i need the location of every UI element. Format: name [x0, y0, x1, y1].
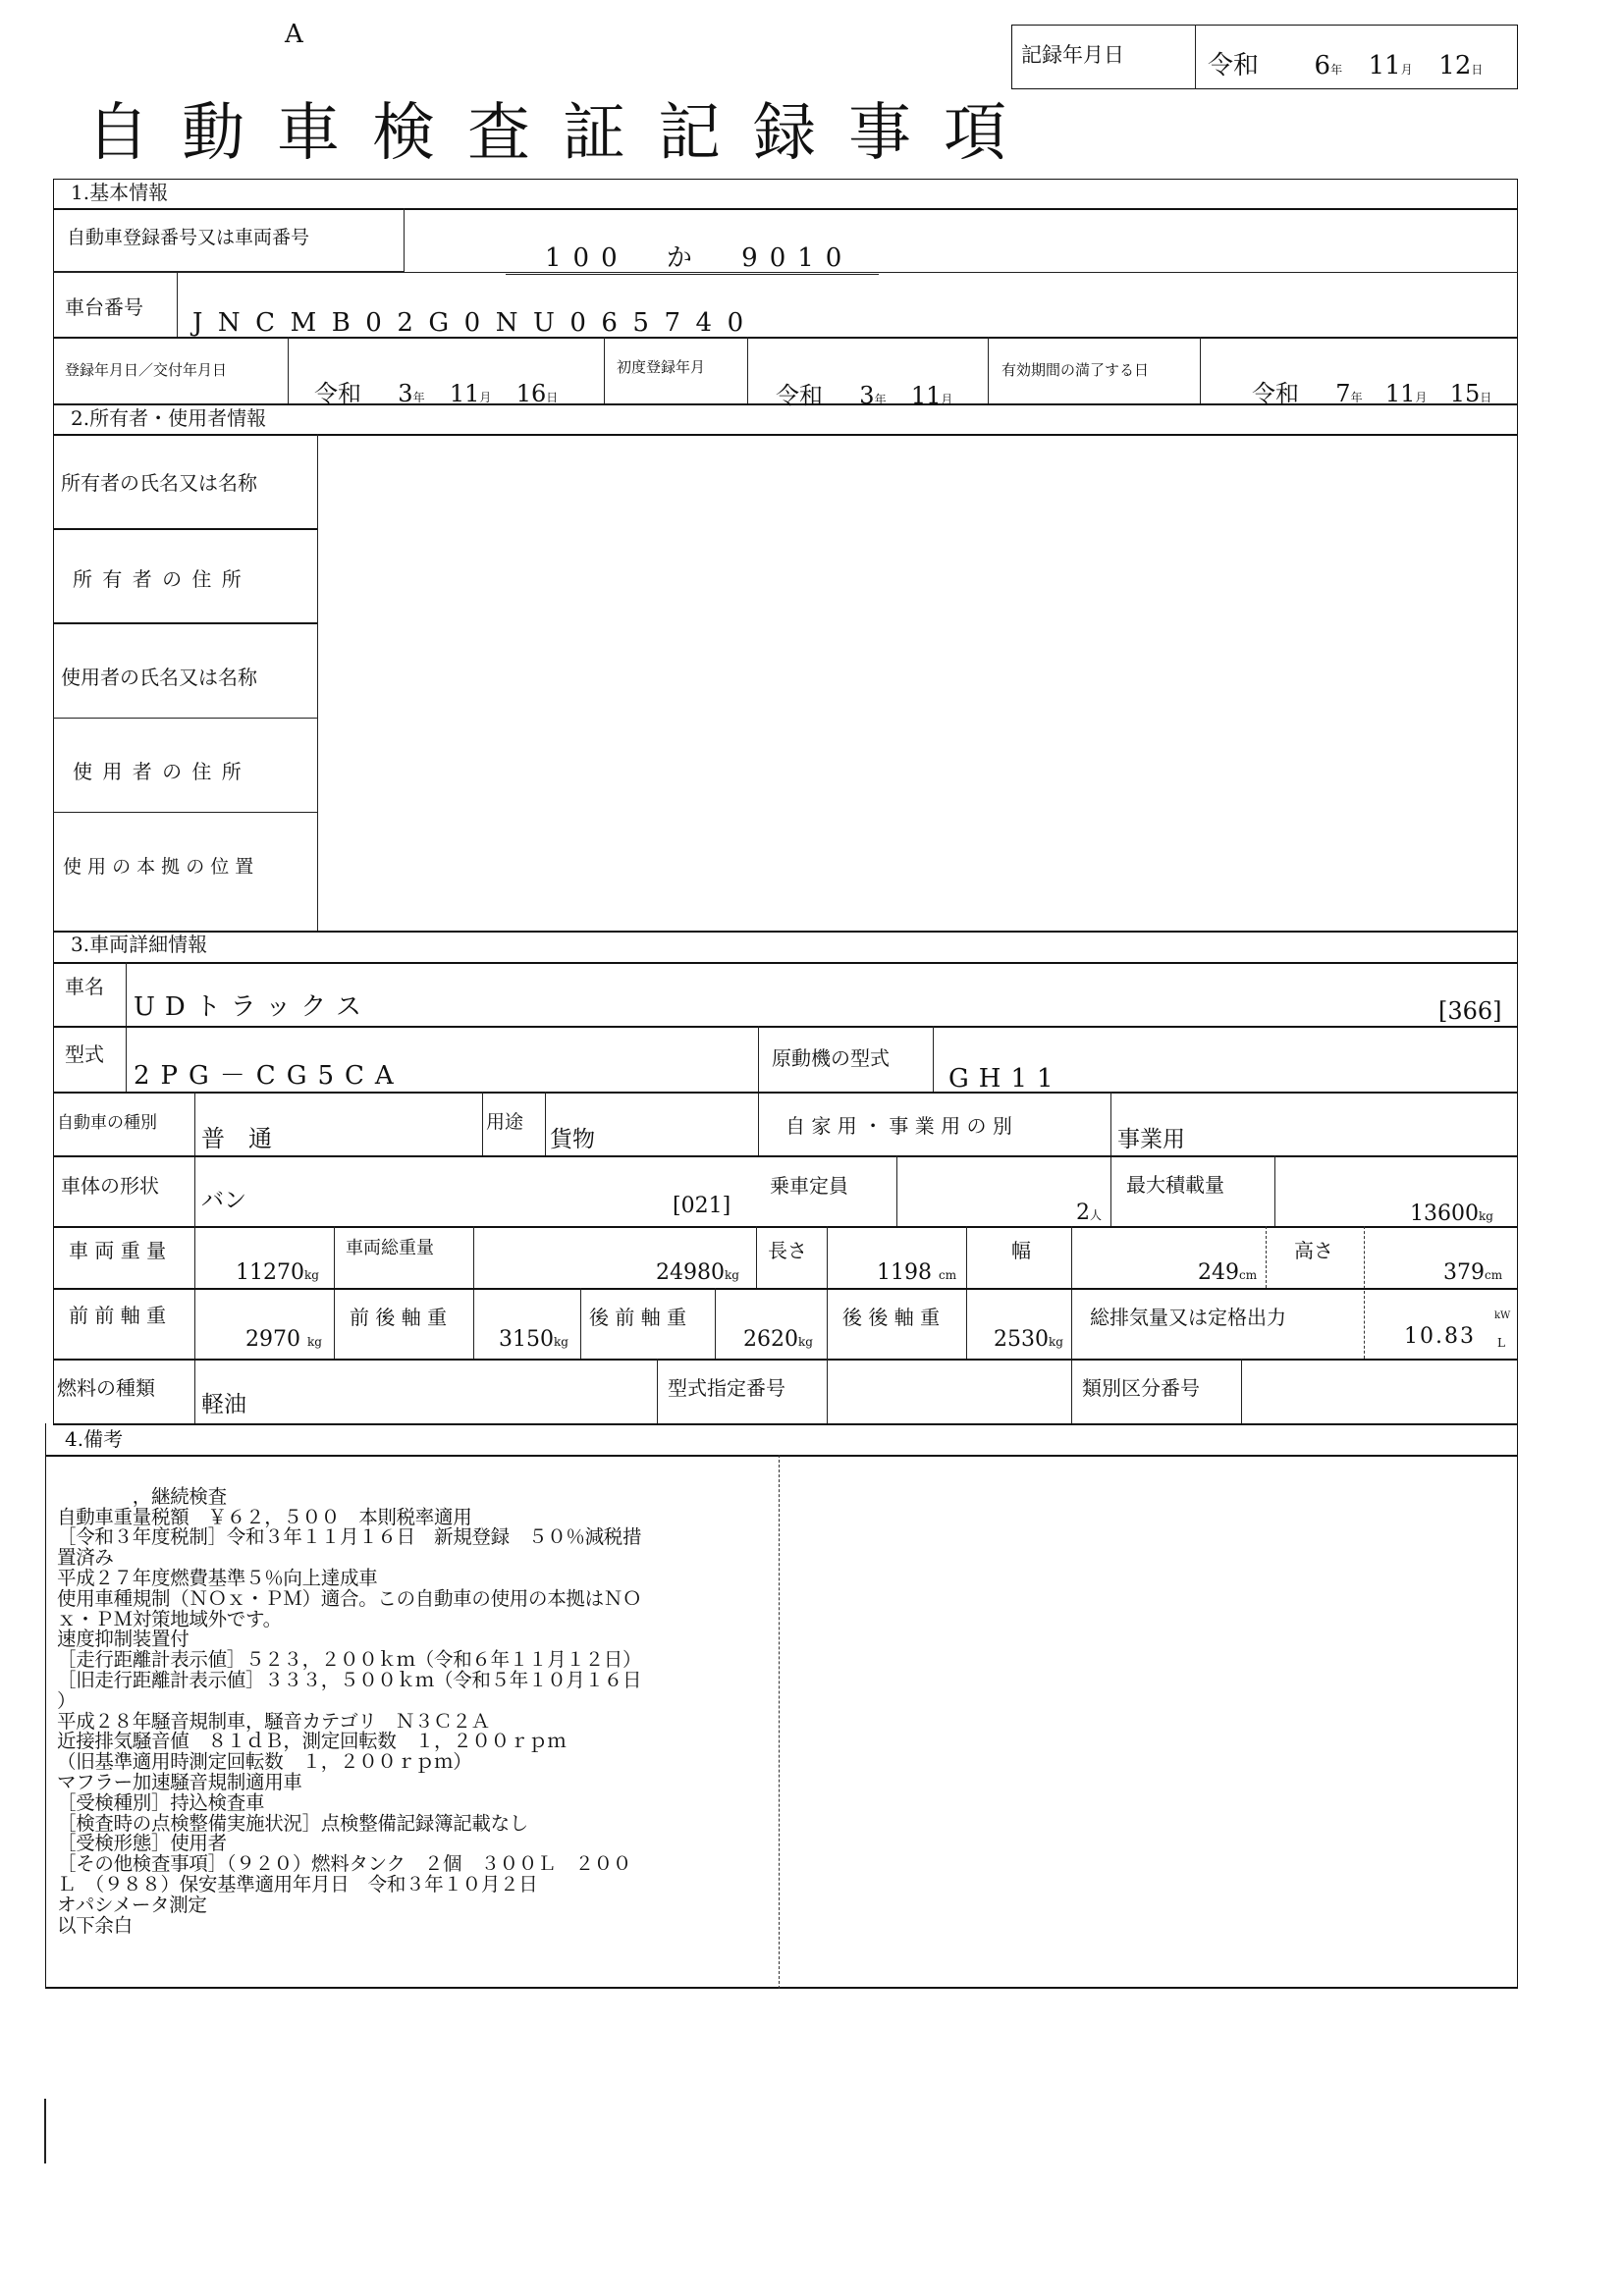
ff-axle-value	[245, 1327, 322, 1352]
divider	[1110, 1092, 1111, 1226]
reg-number-label: 自動車登録番号又は車両番号	[67, 227, 310, 248]
height-unit: cm	[1485, 1268, 1503, 1282]
divider	[334, 1226, 335, 1359]
remarks-line: ［その他検査事項］（９２０）燃料タンク ２個 ３００Ｌ ２００	[57, 1852, 632, 1876]
car-name-label: 車名	[65, 975, 104, 998]
capacity-value	[1076, 1201, 1102, 1225]
divider	[657, 1359, 658, 1423]
type-designation-label: 型式指定番号	[668, 1376, 785, 1400]
month: 11	[1368, 51, 1401, 80]
height-number: 379	[1443, 1260, 1485, 1285]
divider	[758, 1026, 759, 1155]
vehicle-weight-number: 11270	[236, 1260, 304, 1285]
divider	[194, 1226, 195, 1423]
day: 16	[515, 380, 547, 407]
length-number: 1198	[877, 1260, 932, 1285]
body-label: 車体の形状	[61, 1174, 159, 1198]
capacity-unit: 人	[1090, 1208, 1103, 1222]
divider	[747, 337, 748, 403]
remarks-line: ［受検種別］持込検査車	[57, 1790, 265, 1814]
section-4-header: 4.備考	[65, 1427, 124, 1451]
fuel-value: 軽油	[201, 1392, 246, 1417]
year-unit: 年	[1350, 391, 1363, 404]
divider	[1266, 1226, 1267, 1288]
reg-number-value: 100 か 9010	[545, 243, 854, 273]
use-label: 用途	[486, 1111, 524, 1133]
remarks-line: ，継続検査	[57, 1484, 227, 1508]
body-value: バン	[201, 1188, 246, 1213]
car-name-code: [366]	[1438, 997, 1502, 1025]
width-number: 249	[1198, 1260, 1239, 1285]
chassis-label: 車台番号	[65, 295, 143, 319]
vehicle-weight-value	[236, 1260, 319, 1285]
divider	[53, 812, 317, 813]
record-date-label: 記録年月日	[1021, 43, 1124, 67]
capacity-label: 乗車定員	[770, 1174, 848, 1198]
owner-name-label: 所有者の氏名又は名称	[61, 471, 257, 495]
gross-weight-number: 24980	[656, 1260, 725, 1285]
reg-date-label: 登録年月日／交付年月日	[65, 361, 228, 379]
title-char: 記	[658, 97, 721, 170]
divider	[756, 1226, 757, 1288]
day-unit: 日	[1471, 63, 1484, 77]
remarks-line: オパシメータ測定	[57, 1893, 207, 1916]
fr-axle-value	[499, 1327, 568, 1352]
divider	[933, 1026, 934, 1092]
remarks-line: 平成２７年度燃費基準５％向上達成車	[57, 1566, 378, 1589]
scan-mark	[44, 2099, 46, 2163]
remarks-line: ［旧走行距離計表示値］３３３，５００ｋｍ（令和５年１０月１６日	[57, 1668, 642, 1691]
remarks-line: ｘ・ＰＭ対策地域外です。	[57, 1607, 282, 1630]
section-2-header: 2.所有者・使用者情報	[71, 406, 267, 430]
kind-label: 自動車の種別	[57, 1113, 157, 1133]
month: 11	[1384, 380, 1416, 407]
remarks-line: 自動車重量税額 ￥６２，５００ 本則税率適用	[57, 1505, 472, 1528]
first-reg-label: 初度登録年月	[617, 358, 706, 376]
year-unit: 年	[412, 391, 425, 404]
title-char: 動	[182, 97, 244, 170]
rf-axle-number: 2620	[743, 1327, 798, 1352]
title-char: 録	[753, 97, 816, 170]
divider	[53, 272, 1518, 273]
era: 令和	[314, 380, 361, 407]
rr-axle-label: 後 後 軸 重	[842, 1306, 941, 1329]
max-load-value	[1410, 1201, 1493, 1226]
rr-axle-number: 2530	[994, 1327, 1049, 1352]
displacement-value: 10.83	[1404, 1324, 1476, 1349]
remarks-line: 速度抑制装置付	[57, 1628, 189, 1651]
model-value: 2PG－CG5CA	[134, 1061, 405, 1091]
month-unit: 月	[1415, 391, 1428, 404]
ff-axle-number: 2970	[245, 1327, 300, 1352]
fr-axle-unit: kg	[554, 1335, 568, 1349]
divider	[545, 1092, 546, 1155]
divider	[896, 1155, 897, 1226]
document-mark: A	[285, 20, 303, 49]
divider	[1195, 25, 1196, 89]
height-value	[1443, 1260, 1502, 1285]
kind-value: 普 通	[201, 1125, 272, 1152]
divider	[988, 337, 989, 403]
remarks-line: ）	[57, 1688, 77, 1712]
year-unit: 年	[874, 393, 887, 406]
chassis-value: JNCMB02G0NU065740	[192, 308, 759, 338]
length-value	[877, 1260, 956, 1285]
remarks-line: 置済み	[57, 1546, 114, 1570]
width-unit: cm	[1239, 1268, 1258, 1282]
title-char: 車	[277, 97, 340, 170]
rf-axle-unit: kg	[798, 1335, 813, 1349]
remarks-line: ［令和３年度税制］令和３年１１月１６日 新規登録 ５０％減税措	[57, 1525, 642, 1549]
length-label: 長さ	[768, 1239, 807, 1262]
remarks-line: ［検査時の点検整備実施状況］点検整備記録簿記載なし	[57, 1811, 529, 1835]
user-address-label: 使 用 者 の 住 所	[73, 760, 243, 783]
remarks-line: ［走行距離計表示値］５２３，２００ｋｍ（令和６年１１月１２日）	[57, 1648, 642, 1672]
month-unit: 月	[941, 393, 953, 406]
divider	[53, 1092, 1518, 1094]
fuel-label: 燃料の種類	[57, 1376, 155, 1400]
divider	[288, 337, 289, 403]
record-date-value	[1208, 45, 1483, 81]
section-1-header: 1.基本情報	[71, 181, 169, 204]
divider	[1071, 1226, 1072, 1423]
month-unit: 月	[1400, 63, 1413, 77]
remarks-line: マフラー加速騒音規制適用車	[57, 1770, 302, 1793]
era: 令和	[1208, 51, 1260, 80]
remarks-text	[57, 1467, 774, 1956]
divider	[45, 1455, 1518, 1457]
divider	[580, 1288, 581, 1359]
gross-weight-label: 車両総重量	[346, 1238, 434, 1258]
remarks-line: 使用車種規制（ＮＯｘ・ＰＭ）適合。この自動車の使用の本拠はＮＯ	[57, 1586, 642, 1610]
ff-axle-label: 前 前 軸 重	[69, 1304, 167, 1327]
rr-axle-unit: kg	[1049, 1335, 1063, 1349]
remarks-line: 以下余白	[57, 1913, 133, 1937]
fr-axle-number: 3150	[499, 1327, 554, 1352]
rf-axle-label: 後 前 軸 重	[589, 1306, 687, 1329]
day: 15	[1449, 380, 1481, 407]
divider	[1241, 1359, 1242, 1423]
remarks-line: Ｌ （９８８）保安基準適用年月日 令和３年１０月２日	[57, 1872, 538, 1896]
divider	[53, 718, 317, 719]
month: 11	[910, 382, 942, 409]
divider	[53, 337, 1518, 339]
title-char: 証	[563, 97, 625, 170]
ff-axle-unit: kg	[307, 1335, 322, 1349]
year: 6	[1314, 51, 1331, 80]
divider	[473, 1226, 474, 1359]
width-value	[1198, 1260, 1257, 1285]
main-table-frame	[53, 179, 1518, 1423]
title-char: 検	[372, 97, 435, 170]
private-business-value: 事業用	[1117, 1127, 1185, 1152]
divider	[482, 1092, 483, 1155]
divider	[53, 403, 1518, 405]
year-unit: 年	[1330, 63, 1343, 77]
car-name-value: UDトラックス	[134, 992, 371, 1022]
divider	[827, 1226, 828, 1359]
remarks-column-divider	[779, 1455, 780, 1989]
rr-axle-value	[994, 1327, 1063, 1352]
expiry-label: 有効期間の満了する日	[1001, 361, 1150, 379]
max-load-unit: kg	[1479, 1209, 1493, 1223]
gross-weight-value	[656, 1260, 739, 1285]
width-label: 幅	[1011, 1239, 1031, 1262]
displacement-unit-kw: kW	[1494, 1310, 1511, 1321]
divider	[53, 622, 317, 624]
divider	[1364, 1226, 1365, 1359]
era: 令和	[776, 382, 823, 409]
remarks-line: ［受検形態］使用者	[57, 1832, 227, 1855]
divider	[53, 962, 1518, 964]
title-char: 査	[467, 97, 530, 170]
divider	[177, 272, 178, 337]
year: 3	[859, 382, 875, 409]
divider	[966, 1226, 967, 1359]
divider	[53, 931, 1518, 933]
divider	[53, 528, 317, 530]
vehicle-weight-unit: kg	[304, 1268, 319, 1282]
engine-value: GH11	[948, 1064, 1063, 1094]
remarks-line: （旧基準適用時測定回転数 １，２００ｒｐｍ）	[57, 1750, 472, 1774]
model-label: 型式	[65, 1042, 104, 1066]
month-unit: 月	[479, 391, 492, 404]
divider	[715, 1288, 716, 1359]
divider	[53, 1288, 1518, 1290]
title-char: 自	[86, 97, 149, 170]
length-unit: cm	[939, 1268, 957, 1282]
day-unit: 日	[1480, 391, 1492, 404]
vehicle-weight-label: 車 両 重 量	[69, 1239, 167, 1262]
divider	[53, 1155, 1518, 1157]
max-load-label: 最大積載量	[1126, 1173, 1224, 1197]
fr-axle-label: 前 後 軸 重	[350, 1306, 448, 1329]
category-label: 類別区分番号	[1082, 1376, 1200, 1400]
displacement-label: 総排気量又は定格出力	[1090, 1306, 1286, 1329]
divider	[1200, 337, 1201, 403]
height-label: 高さ	[1294, 1239, 1333, 1262]
divider	[194, 1092, 195, 1226]
divider	[53, 1226, 1518, 1228]
day-unit: 日	[546, 391, 559, 404]
divider	[53, 1026, 1518, 1028]
displacement-unit-l: L	[1497, 1336, 1505, 1350]
divider	[317, 434, 318, 931]
divider	[604, 337, 605, 403]
month: 11	[449, 380, 480, 407]
remarks-line: 平成２８年騒音規制車，騒音カテゴリ Ｎ３Ｃ２Ａ	[57, 1709, 490, 1733]
engine-label: 原動機の型式	[772, 1046, 890, 1070]
year: 3	[398, 380, 413, 407]
owner-address-label: 所 有 者 の 住 所	[73, 567, 243, 591]
title-char: 項	[944, 97, 1006, 170]
reg-number-underline	[506, 274, 879, 275]
section-3-header: 3.車両詳細情報	[71, 933, 208, 956]
user-name-label: 使用者の氏名又は名称	[61, 666, 257, 689]
year: 7	[1335, 380, 1351, 407]
day: 12	[1438, 51, 1472, 80]
gross-weight-unit: kg	[725, 1268, 739, 1282]
base-location-label: 使 用 の 本 拠 の 位 置	[63, 856, 254, 878]
body-code: [021]	[673, 1194, 731, 1218]
remarks-line: 近接排気騒音値 ８１ｄＢ，測定回転数 １，２００ｒｐｍ	[57, 1730, 567, 1753]
era: 令和	[1252, 380, 1299, 407]
divider	[1274, 1155, 1275, 1226]
divider	[53, 434, 1518, 436]
capacity-number: 2	[1076, 1201, 1090, 1225]
divider	[53, 1359, 1518, 1361]
private-business-label: 自 家 用 ・ 事 業 用 の 別	[785, 1114, 1012, 1138]
max-load-number: 13600	[1410, 1201, 1479, 1226]
use-value: 貨物	[550, 1127, 595, 1152]
rf-axle-value	[743, 1327, 813, 1352]
title-char: 事	[848, 97, 911, 170]
divider	[827, 1359, 828, 1423]
